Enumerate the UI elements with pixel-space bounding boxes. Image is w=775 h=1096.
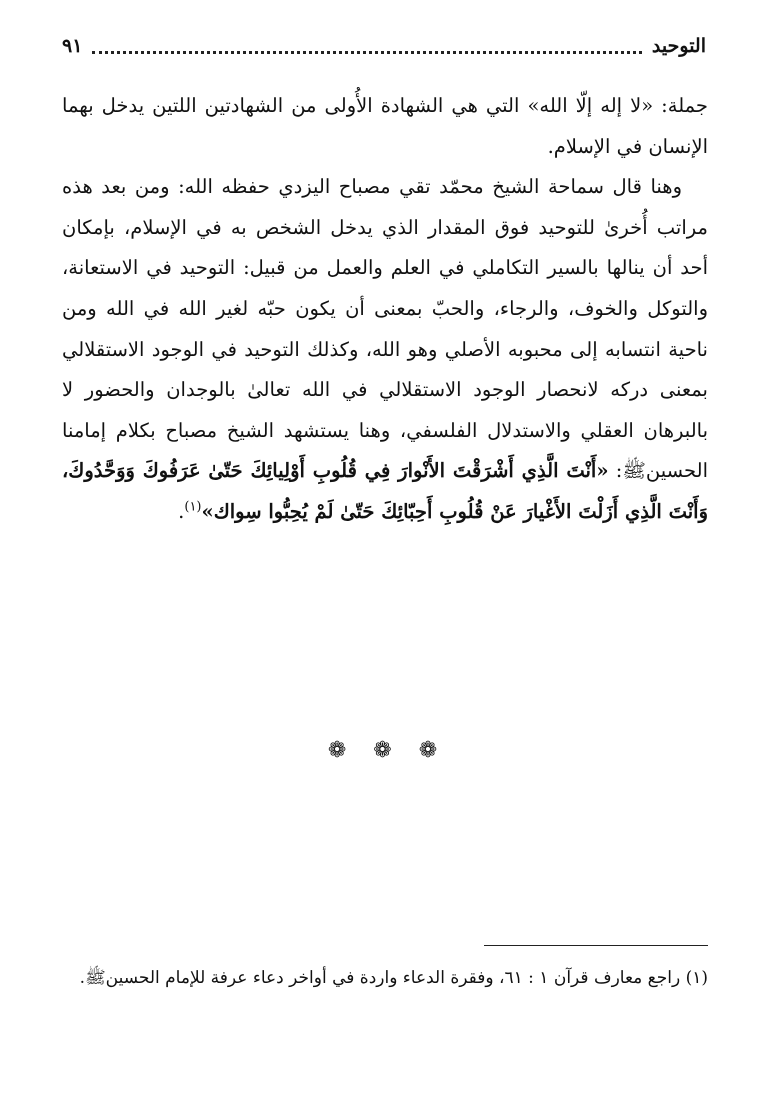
supplication-quote: «أَنْتَ الَّذِي أَشْرَقْتَ الأَنْوارَ فِي قُلُوبِ أَوْلِيائِكَ حَتّىٰ عَرَفُوكَ وَوَحَّدُوكَ، وَأَنْتَ الَّذِي أَزَلْتَ الأَغْيارَ عَنْ قُلُوبِ أَحِبّائِكَ حَتّىٰ لَمْ يُحِبُّوا سِواك» <box>62 459 708 523</box>
chapter-title: التوحيد <box>651 35 706 57</box>
paragraph-2-text: وهنا قال سماحة الشيخ محمّد تقي مصباح اليزدي حفظه الله: ومن بعد هذه مراتب أُخرىٰ للتوحيد فوق المقدار الذي يدخل الشخص به في الإسلام، بإمكان أحد أن ينالها بالسير التكاملي في العلم والعمل من قبيل: التوحيد في الاستعانة، والتوكل والخوف، والرجاء، والحبّ بمعنى أن يكون حبّه لغير الله في الله ومن ناحية انتسابه إلى محبوبه الأصلي وهو الله، وكذلك التوحيد في الوجود الاستقلالي بمعنى دركه لانحصار الوجود الاستقلالي في الله تعالىٰ بالوجدان والحضور لا بالبرهان العقلي والاستدلال الفلسفي، وهنا يستشهد الشيخ مصباح بكلام إمامنا الحسين <box>62 175 708 483</box>
footnote-reference[interactable]: (١) <box>184 499 202 515</box>
footnote-end-punctuation: . <box>79 968 86 988</box>
footnote <box>62 960 708 996</box>
footnote-1 <box>62 960 708 996</box>
leader-dots <box>92 51 642 54</box>
page-number: ٩١ <box>62 35 83 57</box>
footnote-rule <box>484 945 708 946</box>
section-separator: ❁ ❁ ❁ <box>327 738 448 763</box>
paragraph-2: وهنا قال سماحة الشيخ محمّد تقي مصباح اليزدي حفظه الله: ومن بعد هذه مراتب أُخرىٰ للتوحيد فوق المقدار الذي يدخل الشخص به في الإسلام، بإمكان أحد أن ينالها بالسير التكاملي في العلم والعمل من قبيل: التوحيد في الاستعانة، والتوكل والخوف، والرجاء، والحبّ بمعنى أن يكون حبّه لغير الله في الله ومن ناحية انتسابه إلى محبوبه الأصلي وهو الله، وكذلك التوحيد في الوجود الاستقلالي بمعنى دركه لانحصار الوجود الاستقلالي في الله تعالىٰ بالوجدان والحضور لا بالبرهان العقلي والاستدلال الفلسفي، وهنا يستشهد الشيخ مصباح بكلام إمامنا الحسينﷺ: «أَنْتَ الَّذِي أَشْرَقْتَ الأَنْوارَ فِي قُلُوبِ أَوْلِيائِكَ حَتّىٰ عَرَفُوكَ وَوَحَّدُوكَ، وَأَنْتَ الَّذِي أَزَلْتَ الأَغْيارَ عَنْ قُلُوبِ أَحِبّائِكَ حَتّىٰ لَمْ يُحِبُّوا سِواك»$^{(١)}$. <box>62 175 708 523</box>
honorific-glyph: ﷺ <box>622 459 646 483</box>
paragraph-1: جملة: «لا إله إلّا الله» التي هي الشهادة الأُولى من الشهادتين اللتين يدخل بهما الإنسان في الإسلام. <box>62 94 708 158</box>
running-header <box>62 30 706 62</box>
body-text <box>62 86 708 533</box>
footnote-text: (١) راجع معارف قرآن ١ : ٦١، وفقرة الدعاء واردة في أواخر دعاء عرفة للإمام الحسين <box>105 968 708 988</box>
footnote-honorific-glyph: ﷺ <box>85 968 106 988</box>
end-punctuation: . <box>178 499 185 523</box>
